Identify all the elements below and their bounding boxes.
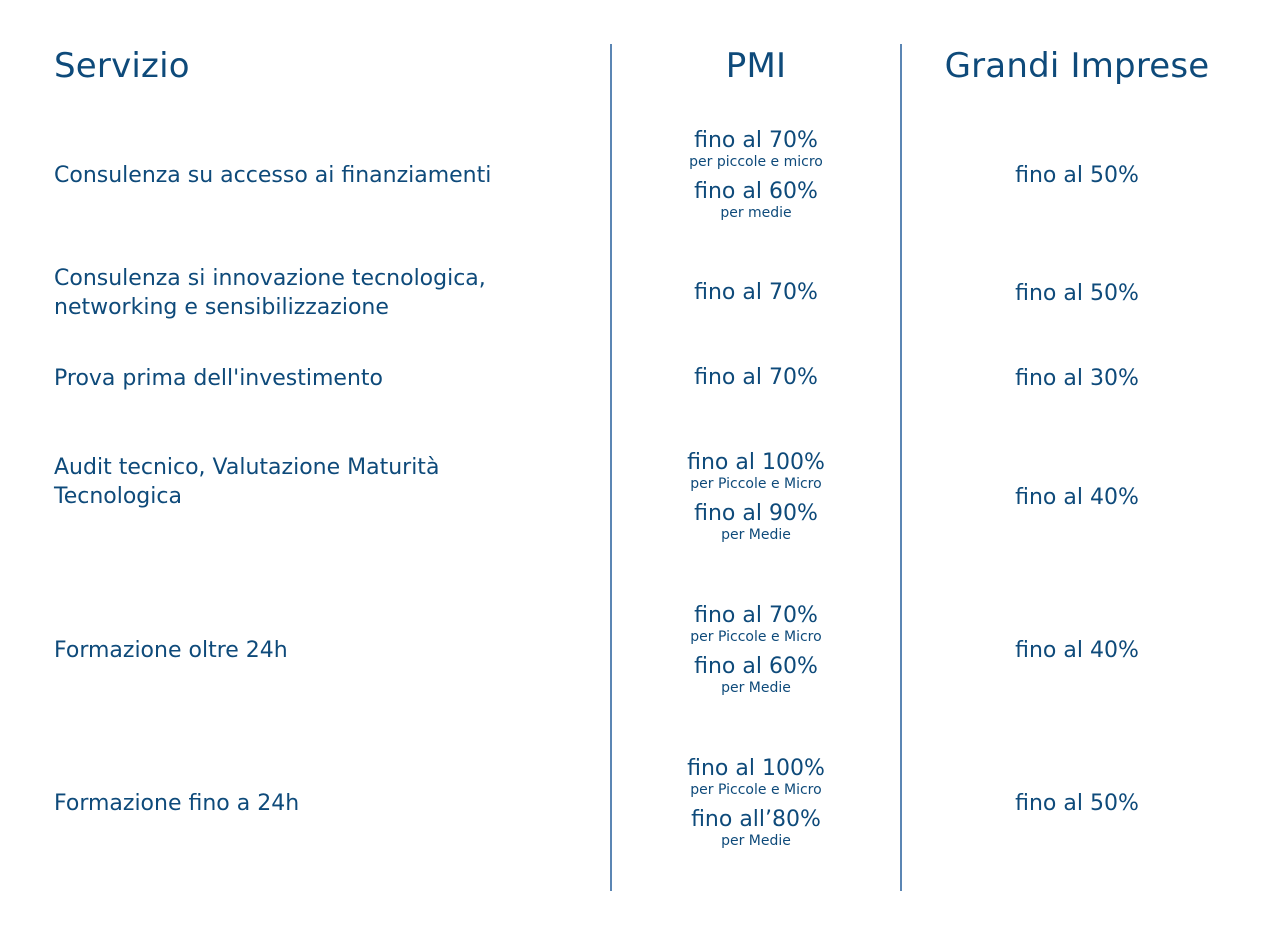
- service-name: [54, 427, 594, 537]
- pmi-rate: [612, 442, 900, 552]
- pmi-rate-note: per Medie: [721, 832, 791, 849]
- pmi-rate: [612, 120, 900, 230]
- pmi-rate-value: fino al 90%: [694, 500, 818, 526]
- service-name: Formazione fino a 24h: [54, 790, 300, 816]
- header-grandi-imprese: Grandi Imprese: [944, 46, 1210, 86]
- pmi-rate-note: per medie: [720, 204, 792, 221]
- pmi-rate-note: per Piccole e Micro: [690, 628, 822, 645]
- table-row: [0, 358, 1273, 398]
- table-row: [0, 120, 1273, 230]
- table-row: [0, 595, 1273, 705]
- service-name: Formazione oltre 24h: [54, 637, 288, 663]
- pmi-rate-note: per Piccole e Micro: [690, 781, 822, 798]
- pmi-rate-value: fino al 60%: [694, 178, 818, 204]
- pmi-rate-entry: [691, 808, 821, 850]
- pmi-rate-value: fino al 70%: [694, 127, 818, 153]
- header-service: Servizio: [54, 46, 190, 86]
- pmi-rate-entry: [687, 451, 825, 493]
- table-row: [0, 442, 1273, 552]
- pmi-rate-value: fino al 70%: [694, 365, 818, 390]
- pmi-rate-entry: [689, 129, 823, 171]
- service-name-line: Tecnologica: [54, 484, 182, 509]
- pmi-rate-note: per Piccole e Micro: [690, 475, 822, 492]
- pmi-rate: [612, 748, 900, 858]
- pmi-rate-note: per piccole e micro: [689, 153, 823, 170]
- pmi-rate-note: per Medie: [721, 526, 791, 543]
- pmi-rate-entry: [694, 281, 818, 305]
- grandi-imprese-rate: fino al 30%: [1015, 365, 1139, 391]
- pmi-rate-entry: [694, 655, 818, 697]
- pmi-rate-entry: [687, 757, 825, 799]
- pmi-rate-entry: [694, 180, 818, 222]
- header-pmi: PMI: [725, 46, 787, 86]
- grandi-imprese-rate: fino al 40%: [1015, 637, 1139, 663]
- pmi-rate: [612, 358, 900, 398]
- table-row: [0, 748, 1273, 858]
- service-name: Consulenza su accesso ai finanziamenti: [54, 162, 492, 188]
- pmi-rate-entry: [694, 366, 818, 390]
- grandi-imprese-rate: fino al 50%: [1015, 162, 1139, 188]
- pmi-rate-note: per Medie: [721, 679, 791, 696]
- service-name: [54, 258, 594, 328]
- pmi-rate: [612, 258, 900, 328]
- pmi-rate-value: fino al 70%: [694, 280, 818, 305]
- pmi-rate-value: fino al 60%: [694, 653, 818, 679]
- grandi-imprese-rate: fino al 40%: [1015, 484, 1139, 510]
- service-name: Prova prima dell'investimento: [54, 365, 384, 391]
- pmi-rate-entry: [694, 502, 818, 544]
- pmi-rate-value: fino al 100%: [687, 449, 825, 475]
- service-name-line: Consulenza si innovazione tecnologica,: [54, 266, 486, 291]
- table-row: [0, 258, 1273, 328]
- pmi-rate-value: fino al 70%: [694, 602, 818, 628]
- grandi-imprese-rate: fino al 50%: [1015, 280, 1139, 306]
- service-name-line: networking e sensibilizzazione: [54, 295, 389, 320]
- pmi-rate-value: fino all’80%: [691, 806, 821, 832]
- pmi-rate: [612, 595, 900, 705]
- service-name-line: Audit tecnico, Valutazione Maturità: [54, 455, 440, 480]
- grandi-imprese-rate: fino al 50%: [1015, 790, 1139, 816]
- pmi-rate-value: fino al 100%: [687, 755, 825, 781]
- pmi-rate-entry: [690, 604, 821, 646]
